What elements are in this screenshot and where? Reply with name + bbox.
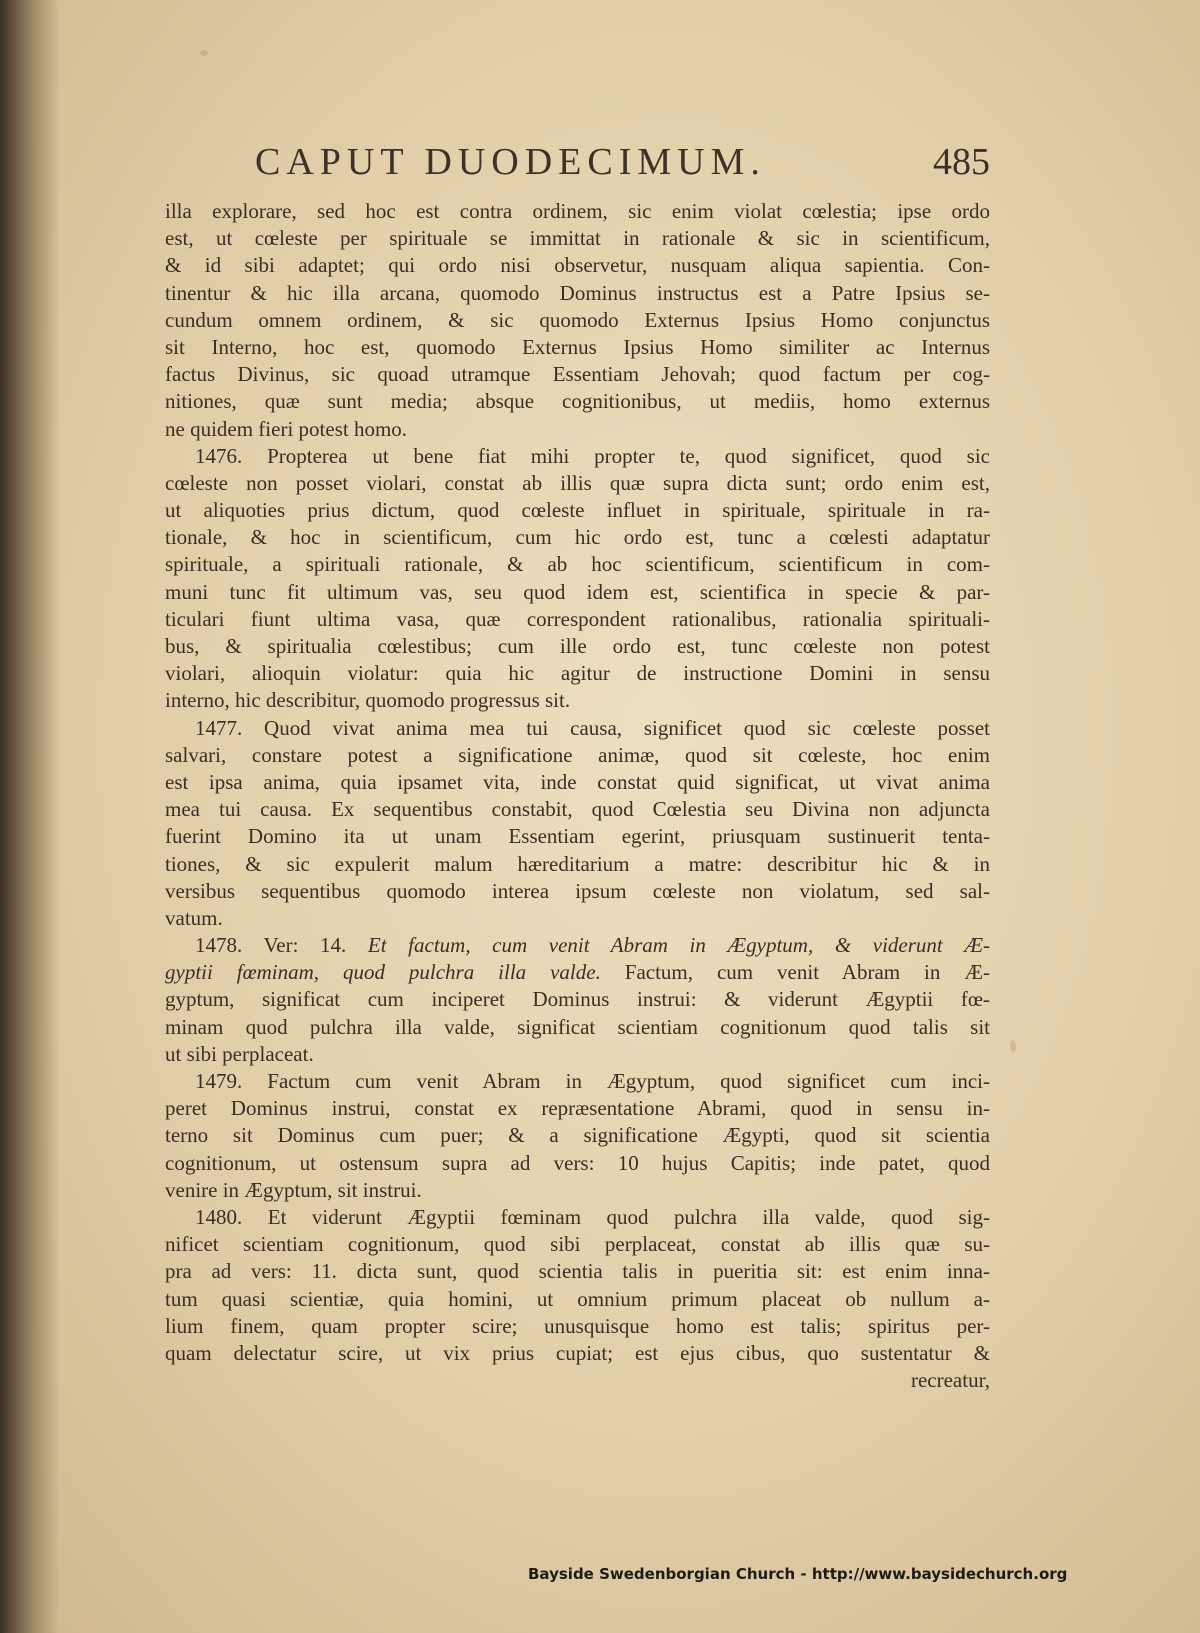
text-line: quam delectatur scire, ut vix prius cupiat; est ejus cibus, quo sustentatur & [165, 1340, 990, 1365]
page-header [255, 140, 990, 190]
text-line: nificet scientiam cognitionum, quod sibi perplaceat, constat ab illis quæ su- [165, 1232, 990, 1257]
text-line: factus Divinus, sic quoad utramque Essentiam Jehovah; quod factum per cog- [165, 362, 990, 387]
text-line: est, ut cœleste per spirituale se immittat in rationale & sic in scientificum, [165, 226, 990, 251]
running-head: CAPUT DUODECIMUM. [255, 141, 766, 183]
text-line: nitiones, quæ sunt media; absque cognitionibus, ut mediis, homo externus [165, 389, 990, 414]
text-line: ne quidem fieri potest homo. [165, 416, 408, 441]
text-line: fuerint Domino ita ut unam Essentiam egerint, priusquam sustinuerit tenta- [165, 824, 990, 849]
text-line: lium finem, quam propter scire; unusquisque homo est talis; spiritus per- [165, 1313, 990, 1338]
text-line: terno sit Dominus cum puer; & a significatione Ægypti, quod sit scientia [165, 1123, 990, 1148]
text-line: bus, & spiritualia cœlestibus; cum ille ordo est, tunc cœleste non potest [165, 634, 990, 658]
text-line: vatum. [165, 905, 223, 930]
text-line: versibus sequentibus quomodo interea ipsum cœleste non violatum, sed sal- [165, 878, 990, 903]
text-line: 1480. Et viderunt Ægyptii fœminam quod pulchra illa valde, quod sig- [195, 1204, 990, 1229]
paper-stain [1010, 1040, 1016, 1052]
text-line: minam quod pulchra illa valde, significat scientiam cognitionum quod talis sit [165, 1014, 990, 1039]
text-line: mea tui causa. Ex sequentibus constabit, quod Cœlestia seu Divina non adjuncta [165, 797, 990, 822]
text-line: tum quasi scientiæ, quia homini, ut omnium primum placeat ob nullum a- [165, 1286, 990, 1311]
text-line: gyptii fœminam, quod pulchra illa valde. Factum, cum venit Abram in Æ- [165, 960, 990, 985]
text-line: gyptum, significat cum inciperet Dominus instrui: & viderunt Ægyptii fœ- [165, 987, 990, 1012]
text-line: est ipsa anima, quia ipsamet vita, inde constat quid significat, ut vivat anima [165, 769, 990, 794]
text-line: tionale, & hoc in scientificum, cum hic ordo est, tunc a cœlesti adaptatur [165, 525, 990, 550]
text-line: ticulari fiunt ultima vasa, quæ correspondent rationalibus, rationalia spirituali- [165, 606, 990, 631]
text-line: violari, alioquin violatur: quia hic agitur de instructione Domini in sensu [165, 661, 990, 686]
text-line: salvari, constare potest a significatione animæ, quod sit cœleste, hoc enim [165, 742, 990, 767]
text-line: ut aliquoties prius dictum, quod cœleste influet in spirituale, spirituale in ra- [165, 498, 990, 523]
page-number: 485 [933, 141, 990, 183]
footer-credit: Bayside Swedenborgian Church - http://www.baysidechurch.org [528, 1565, 1068, 1583]
text-line: pra ad vers: 11. dicta sunt, quod scientia talis in pueritia sit: est enim inna- [165, 1259, 990, 1284]
text-line: illa explorare, sed hoc est contra ordinem, sic enim violat cœlestia; ipse ordo [165, 199, 990, 223]
text-line: sit Interno, hoc est, quomodo Externus Ipsius Homo similiter ac Internus [165, 334, 990, 359]
text-line: recreatur, [910, 1368, 990, 1393]
text-line: spirituale, a spirituali rationale, & ab hoc scientificum, scientificum in com- [165, 552, 990, 577]
text-line: & id sibi adaptet; qui ordo nisi observetur, nusquam aliqua sapientia. Con- [165, 253, 990, 278]
text-line: 1478. Ver: 14. Et factum, cum venit Abram in Ægyptum, & viderunt Æ- [195, 933, 990, 958]
text-line: 1479. Factum cum venit Abram in Ægyptum, quod significet cum inci- [195, 1069, 990, 1093]
text-line: cundum omnem ordinem, & sic quomodo Externus Ipsius Homo conjunctus [165, 307, 990, 332]
text-line: tiones, & sic expulerit malum hæreditarium a matre: describitur hic & in [165, 851, 990, 876]
text-line: 1477. Quod vivat anima mea tui causa, significet quod sic cœleste posset [195, 715, 990, 740]
paper-stain [200, 50, 208, 56]
text-line: muni tunc fit ultimum vas, seu quod idem est, scientifica in specie & par- [165, 579, 990, 604]
text-line: cœleste non posset violari, constat ab illis quæ supra dicta sunt; ordo enim est, [165, 470, 990, 495]
text-line: venire in Ægyptum, sit instrui. [165, 1177, 422, 1202]
text-line: peret Dominus instrui, constat ex repræsentatione Abrami, quod in sensu in- [165, 1096, 990, 1121]
text-line: interno, hic describitur, quomodo progressus sit. [165, 688, 571, 713]
text-line: ut sibi perplaceat. [165, 1041, 314, 1066]
text-line: 1476. Propterea ut bene fiat mihi propter te, quod significet, quod sic [195, 443, 990, 468]
text-line: tinentur & hic illa arcana, quomodo Dominus instructus est a Patre Ipsius se- [165, 280, 990, 305]
book-gutter-shadow [0, 0, 60, 1633]
text-line: cognitionum, ut ostensum supra ad vers: 10 hujus Capitis; inde patet, quod [165, 1150, 990, 1175]
body-text [165, 198, 990, 1394]
